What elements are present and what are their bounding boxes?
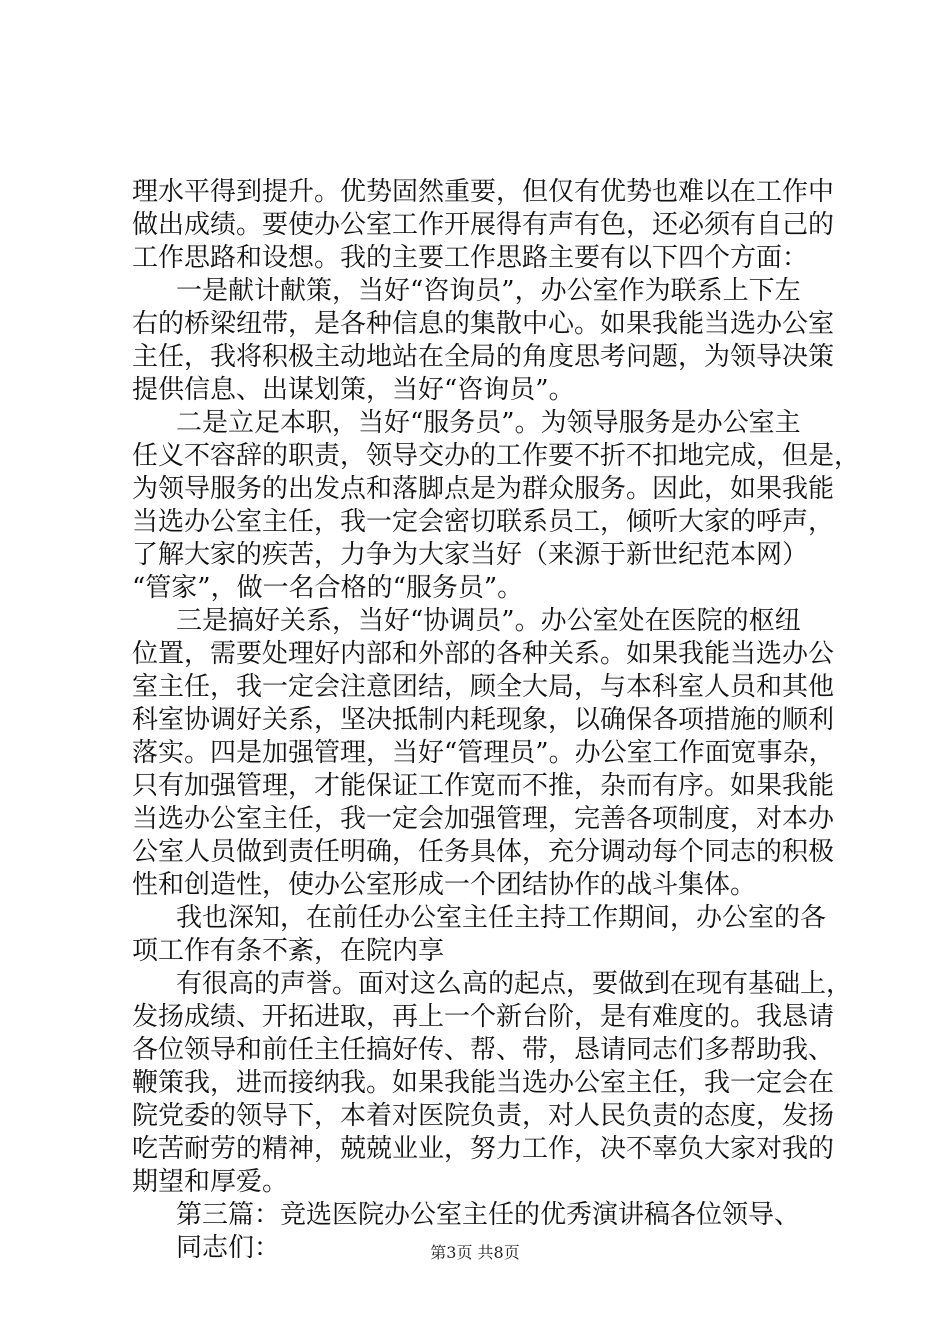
- text-line: 落实。四是加强管理，当好“管理员”。办公室工作面宽事杂，: [132, 738, 835, 768]
- paragraph-first-line: 一是献计献策，当好“咨询员”，办公室作为联系上下左: [176, 276, 801, 306]
- text-line: 性和创造性，使办公室形成一个团结协作的战斗集体。: [132, 870, 757, 900]
- text-line: 理水平得到提升。优势固然重要，但仅有优势也难以在工作中: [132, 177, 835, 207]
- text-line: 为领导服务的出发点和落脚点是为群众服务。因此，如果我能: [132, 474, 835, 504]
- text-line: 当选办公室主任，我一定会加强管理，完善各项制度，对本办: [132, 804, 835, 834]
- text-line: 做出成绩。要使办公室工作开展得有声有色，还必须有自己的: [132, 210, 835, 240]
- text-line: 任义不容辞的职责，领导交办的工作要不折不扣地完成，但是，: [132, 441, 861, 471]
- text-line: 吃苦耐劳的精神，兢兢业业，努力工作，决不辜负大家对我的: [132, 1134, 835, 1164]
- text-line: 公室人员做到责任明确，任务具体，充分调动每个同志的积极: [132, 837, 835, 867]
- text-line: 位置，需要处理好内部和外部的各种关系。如果我能当选办公: [132, 639, 835, 669]
- paragraph-first-line: 三是搞好关系，当好“协调员”。办公室处在医院的枢纽: [176, 606, 801, 636]
- text-line: 各位领导和前任主任搞好传、帮、带，恳请同志们多帮助我、: [132, 1035, 835, 1065]
- text-line: 只有加强管理，才能保证工作宽而不推，杂而有序。如果我能: [132, 771, 835, 801]
- text-line: 科室协调好关系，坚决抵制内耗现象，以确保各项措施的顺利: [132, 705, 835, 735]
- text-line: 当选办公室主任，我一定会密切联系员工，倾听大家的呼声，: [132, 507, 835, 537]
- text-line: 院党委的领导下，本着对医院负责，对人民负责的态度，发扬: [132, 1101, 835, 1131]
- paragraph-first-line: 二是立足本职，当好“服务员”。为领导服务是办公室主: [176, 408, 801, 438]
- text-line: 了解大家的疾苦，力争为大家当好（来源于新世纪范本网）: [132, 540, 809, 570]
- paragraph-first-line: 有很高的声誉。面对这么高的起点，要做到在现有基础上，: [176, 969, 853, 999]
- text-line: 发扬成绩、开拓进取，再上一个新台阶，是有难度的。我恳请: [132, 1002, 835, 1032]
- text-line: 项工作有条不紊，在院内享: [132, 936, 445, 966]
- text-line: “管家”，做一名合格的“服务员”。: [132, 573, 524, 603]
- text-line: 鞭策我，进而接纳我。如果我能当选办公室主任，我一定会在: [132, 1068, 835, 1098]
- text-line: 右的桥梁纽带，是各种信息的集散中心。如果我能当选办公室: [132, 309, 835, 339]
- text-line: 提供信息、出谋划策，当好“咨询员”。: [132, 375, 575, 405]
- text-line: 期望和厚爱。: [132, 1167, 289, 1197]
- text-line: 工作思路和设想。我的主要工作思路主要有以下四个方面：: [132, 243, 809, 273]
- text-line: 室主任，我一定会注意团结，顾全大局，与本科室人员和其他: [132, 672, 835, 702]
- page-number-footer: 第3页 共8页: [430, 1243, 520, 1262]
- paragraph-first-line: 我也深知，在前任办公室主任主持工作期间，办公室的各: [176, 903, 827, 933]
- salutation-line: 同志们：: [176, 1233, 281, 1263]
- text-line: 主任，我将积极主动地站在全局的角度思考问题，为领导决策: [132, 342, 835, 372]
- section-heading-line: 第三篇：竞选医院办公室主任的优秀演讲稿各位领导、: [176, 1200, 801, 1230]
